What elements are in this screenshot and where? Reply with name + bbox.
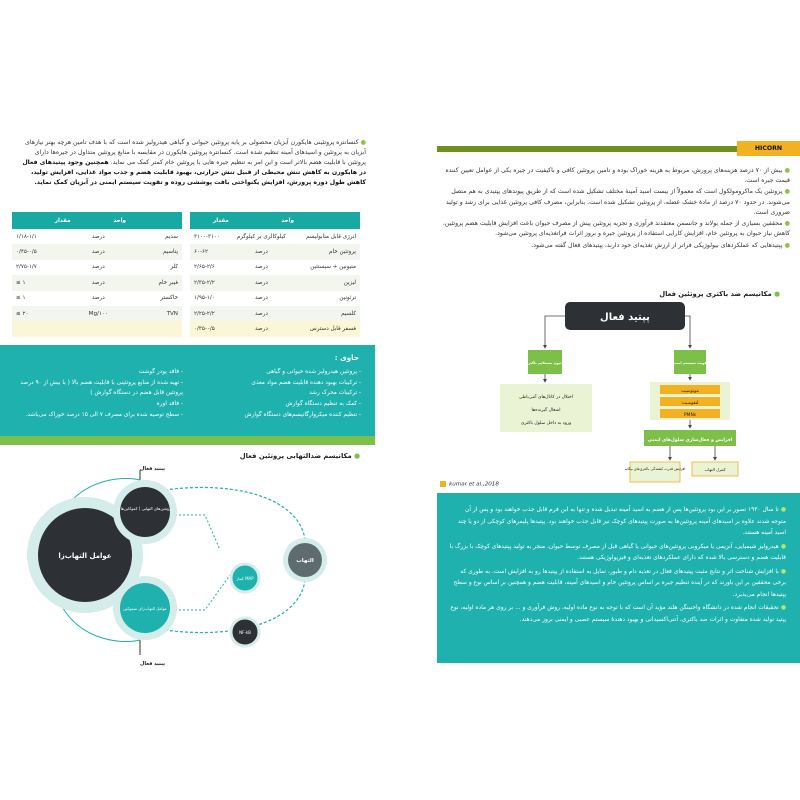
bullet-dot-icon: ● — [354, 452, 360, 460]
table-cell-name: TVN — [126, 306, 182, 321]
flow-right-list-item: PMNs — [683, 413, 697, 418]
table-cell-name: پتاسیم — [126, 244, 182, 259]
table-row — [12, 275, 182, 290]
table-cell-name: لیزین — [294, 275, 360, 290]
flow-arrow — [685, 316, 690, 348]
contains-box — [0, 345, 375, 445]
intro-paragraph: کنسانتره پروتئینی هایکورن آبزیان محصولی بر پایه پروتئین حیوانی و گیاهی هیدرولیز شده است که با هدف تامین هرچه بهتر نیازهای آبزیان به پروتئین و اسیدهای آمینه تنظیم شده است. کنسانتره پروتئین هایکورن در مقایسه با منابع پروتئین متداول در جیره‌ها دارای پروتئین با قابلیت هضم بالاتر است و این امر به تنظیم جیره هایی با پروتئین خام کمتر کمک می نماید. — [25, 139, 366, 166]
flow-left-list-item: اشغال گیرنده‌ها — [531, 408, 561, 413]
table-cell-name: فسفر قابل دسترس — [294, 321, 360, 336]
table-cell-unit: درصد — [71, 275, 126, 290]
flow-right-list-item: لنفوسیت — [681, 401, 699, 406]
table-cell-value: ۱ ≥ — [12, 275, 71, 290]
contains-list-item: - فاقد اوره — [156, 401, 183, 408]
table-cell-unit: درصد — [71, 244, 126, 259]
table-cell-name: کلسیم — [294, 306, 360, 321]
bullet-dot-icon: ● — [774, 290, 780, 298]
history-box — [437, 493, 800, 663]
table-cell-value: ۲/۲۵-۲/۲ — [190, 306, 229, 321]
table-cell-name: انرژی قابل متابولیسم — [294, 229, 360, 244]
table-cell-name: خاکستر — [126, 291, 182, 306]
contains-list-item: - ترکیبات محرک رشد — [309, 390, 361, 397]
table-cell-value: ۳۱۰۰-۳۱۰۰ — [190, 229, 229, 244]
table-row — [190, 260, 360, 275]
inflammation-label: التهاب — [296, 558, 314, 564]
connector-line — [175, 575, 230, 610]
table-cell-unit: درصد — [229, 321, 294, 336]
intro-paragraph-text: محققین بسیاری از جمله بولاند و جانسمن معتقدند فرآوری و تجزیه پروتئین پیش از مصرف حیوان باعث افزایش قابلیت هضم پروتئین، کاهش نیاز حیوان به پروتئین خام، افزایش کارایی استفاده از پروتئین جیره و بروز اثرات فراتغذیه‌ای پروتئین می‌شود. — [442, 220, 790, 238]
left-intro-text — [18, 138, 366, 188]
bullet-dot-icon: ● — [360, 139, 366, 146]
intro-paragraph — [442, 219, 790, 239]
connector-line — [165, 487, 305, 540]
flow-center-label: افزایش و فعال‌سازی سلول‌های ایمنی — [647, 438, 733, 443]
history-paragraph — [449, 542, 786, 565]
peptide-label-top: پپتید فعال — [140, 466, 165, 472]
flow-right-label: تقویت سیستم ایمنی — [671, 361, 709, 365]
intro-paragraph — [442, 166, 790, 186]
bullet-dot-icon: ● — [778, 507, 786, 513]
source-text: kumar et al.,2018 — [449, 481, 499, 488]
table-cell-unit: درصد — [71, 291, 126, 306]
mechanism-title-text: مکانیسم ضد باکتری پروتئین فعال — [659, 290, 772, 298]
peptide-label-bottom: پپتید فعال — [140, 661, 165, 667]
table-cell-name: متیونین + سیستئین — [294, 260, 360, 275]
table-header-name — [126, 212, 182, 229]
table-cell-name: پروتئین خام — [294, 244, 360, 259]
contains-list-item: - تهیه شده از منابع پروتئینی با قابلیت هضم بالا ( با بیش از ۹۰ درصد پروتئین قابل هضم در دستگاه گوارش ) — [20, 379, 183, 397]
composition-table-left — [12, 212, 182, 337]
table-header-value: مقدار — [12, 212, 71, 229]
intro-paragraph-text: بیش از ۷۰ درصد هزینه‌های پرورش، مربوط به هزینه خوراک بوده و تامین پروتئین کافی و باکیفیت در جیره یکی از عوامل تعیین کننده قیمت جیره است. — [445, 167, 790, 185]
history-paragraph-text: تحقیقات انجام شده در دانشگاه واخنینگن هلند مؤید آن است که با توجه به نوع ماده اولیه، روش فرآوری و ... بر روی هر ماده اولیه، نوع پپتید تولید شده متفاوت و اثرات ضد باکتری، آنتی‌اکسیدانی و بهبود دهندهٔ سیستم عصبی و ایمنی بروز می‌دهند. — [450, 605, 786, 623]
nfkb-label: NF-kB — [239, 630, 251, 635]
table-cell-value: ۱/۱۸-۱/۱ — [12, 229, 71, 244]
upper-circle-label: پروتئین‌های التهابی ( کموکاین‌ها ) — [117, 506, 173, 511]
intro-paragraph — [442, 241, 790, 251]
contains-list-item: - فاقد پودر گوشت — [138, 369, 183, 375]
contains-list-item: - پروتئین هیدرولیز شده حیوانی و گیاهی — [266, 369, 361, 375]
bullet-dot-icon: ● — [778, 605, 786, 612]
table-cell-name — [126, 321, 182, 336]
flow-left-list-item: ورود به داخل سلول باکتری — [520, 421, 572, 426]
contains-left-column — [8, 367, 183, 421]
table-row — [190, 275, 360, 290]
map-kinase-label: کیناز MAP — [236, 576, 254, 581]
connector-line — [175, 515, 220, 550]
table-cell-unit: کیلوکالری بر کیلوگرم — [229, 229, 294, 244]
history-paragraph-text: با افزایش شناخت اثر و نتایج مثبت پپتیدهای فعال در تغذیه دام و طیور، تمایل به استفاده از پپتیدها رو به افزایش است. به طوری که برخی محققین بر این باورند که در آینده تنظیم جیره بر اساس پروتئین خام و اسیدهای آمینه، قابلیت هضم و همچنین بر اساس نوع و سطح پپتیدها انجام می‌پذیرد. — [453, 568, 786, 598]
intro-paragraph-text: پپتیدهایی که عملکردهای بیولوژیکی فراتر از ارزش تغذیه‌ای خود دارند، پپتیدهای فعال گفته می‌شود. — [531, 241, 783, 249]
table-header-unit: واحد — [71, 212, 126, 229]
antibacterial-flowchart — [480, 300, 770, 485]
table-row — [190, 306, 360, 321]
table-cell-value: ۰/۴۵-۰/۵ — [12, 244, 71, 259]
table-row — [12, 244, 182, 259]
contains-list-item: - ترکیبات بهبود دهنده قابلیت هضم مواد مغذی — [251, 379, 361, 386]
table-cell-value: ۱/۹۵-۱/۰ — [190, 291, 229, 306]
contains-list-item: - کمک به تنظیم دستگاه گوارش — [285, 401, 361, 408]
right-header-bar — [437, 146, 800, 152]
table-cell-unit: درصد — [71, 229, 126, 244]
flow-right-list-item: مونوسیت — [681, 389, 699, 394]
intro-paragraph-text: پروتئین یک ماکرومولکول است که معمولاً از بیست اسید آمینهٔ مختلف تشکیل شده است که از طریق پیوندهای پپتیدی به هم متصل می‌شوند. در حدود ۷۰ درصد از مادهٔ خشک عضله، از پروتئین تشکیل شده است. بنابراین، مصرف کافی پروتئین غذایی برای رشد و تولید ضروری است. — [445, 188, 790, 216]
table-header-unit: واحد — [229, 212, 294, 229]
table-cell-unit: Mg/۱۰۰ — [71, 306, 126, 321]
main-circle-label: عوامل التهاب‌زا — [58, 552, 112, 560]
table-cell-value: ۱ ≥ — [12, 291, 71, 306]
history-paragraph-text: تا سال ۱۹۳۰ تصور بر این بود پروتئین‌ها پس از هضم به اسید آمینه تبدیل شده و تنها به این فرم قابل جذب خواهند بود و پس از آن متوجه شدند علاوه بر اسیدهای آمینه پروتئین‌ها به صورت پپتیدهای کوچک نیز قابل جذب خواهند بود. پپتیدها پلیمرهای کوچکی از دو یا چند اسید آمینه هستند. — [457, 507, 786, 537]
bullet-dot-icon: ● — [782, 188, 790, 196]
bullet-dot-icon: ● — [778, 543, 786, 550]
bullet-dot-icon: ● — [782, 220, 790, 228]
bullet-dot-icon: ● — [782, 167, 790, 174]
history-paragraph-text: هیدرولیز شیمیایی، آنزیمی یا میکروبی پروتئین‌های حیوانی یا گیاهی قبل از مصرف توسط حیوان، منجر به تولید پپتیدهای کوچک با بزرگ با قابلیت هضم و دسترسی بالا شده که دارای عملکردهای تغذیه‌ای و فیزیولوژیکی هستند. — [449, 543, 786, 562]
history-paragraph — [449, 505, 786, 540]
intro-paragraph — [442, 187, 790, 218]
table-cell-unit: درصد — [229, 291, 294, 306]
flow-out-right-label: کنترل التهاب — [704, 467, 726, 472]
table-row — [190, 229, 360, 244]
table-cell-value — [12, 321, 71, 336]
table-row — [190, 321, 360, 336]
table-cell-value: ۲۰ ≥ — [12, 306, 71, 321]
table-row — [12, 321, 182, 336]
table-cell-unit: درصد — [229, 260, 294, 275]
flow-left-label: کاتیون مستقیم باکتری — [524, 361, 566, 365]
table-row — [12, 291, 182, 306]
table-row — [190, 291, 360, 306]
table-cell-unit: درصد — [229, 244, 294, 259]
mechanism-title-text: مکانیسم ضدالتهابی پروتئین فعال — [239, 452, 352, 460]
table-cell-unit — [71, 321, 126, 336]
bullet-dot-icon: ● — [778, 568, 786, 575]
upper-circle — [117, 487, 173, 537]
table-cell-value: ۰/۳۵-۰/۵ — [190, 321, 229, 336]
contains-list-item: - سطح توصیه شده برای مصرف ۷ الی ۱۵ درصد خوراک می‌باشد. — [25, 411, 183, 418]
table-cell-value: ۲/۳۵-۲/۲ — [190, 275, 229, 290]
right-intro-text — [442, 166, 790, 252]
green-accent-bar — [0, 436, 375, 445]
table-row — [12, 306, 182, 321]
table-cell-name: ترئونین — [294, 291, 360, 306]
table-row — [12, 260, 182, 275]
table-cell-value: ۲/۶۵-۲/۶ — [190, 260, 229, 275]
table-cell-unit: درصد — [229, 306, 294, 321]
table-cell-name: کلر — [126, 260, 182, 275]
table-cell-name: فیبر خام — [126, 275, 182, 290]
contains-heading: حاوی : — [334, 353, 359, 362]
mechanism-title-left — [240, 452, 360, 460]
table-row — [12, 229, 182, 244]
source-citation — [440, 481, 499, 488]
table-header-value: مقدار — [190, 212, 229, 229]
contains-list-item: - تنظیم کننده میکروارگانیسم‌های دستگاه گوارش — [244, 411, 361, 418]
table-cell-value: ۶۰-۶۲ — [190, 244, 229, 259]
flow-top-label: پپتید فعال — [600, 312, 650, 323]
flow-out-left-label: افزایش قدرت کشندگی باکتری‌های بیگانه — [624, 467, 686, 471]
flow-left-list-item: اختلال در کانال‌های آنتی‌باطی — [518, 395, 574, 400]
history-paragraph — [449, 567, 786, 602]
table-cell-unit: درصد — [71, 260, 126, 275]
flow-arrow — [545, 316, 565, 348]
table-cell-name: سدیم — [126, 229, 182, 244]
history-paragraph — [449, 603, 786, 626]
lower-circle-label: عوامل التهاب‌زای سیتوکین — [123, 606, 167, 611]
table-header-name — [294, 212, 360, 229]
table-row — [190, 244, 360, 259]
intro-paragraph-bold: همچنین وجود پپتیدهای فعال در هایکورن به کاهش تنش محیطی از قبیل تنش حرارتی، بهبود قابلیت هضم و جذب مواد غذایی، افزایش تولید، کاهش طول دوره پرورش، افزایش یکنواختی بافت پوششی روده و تقویت سیستم ایمنی در آبزیان کمک نماید. — [22, 158, 366, 186]
table-cell-unit: درصد — [229, 275, 294, 290]
citation-marker-icon — [440, 481, 446, 487]
anti-inflammatory-diagram — [0, 460, 380, 670]
composition-table-right — [190, 212, 360, 337]
flow-out-left-box — [630, 462, 680, 482]
table-cell-value: ۲/۷۵-۱/۷ — [12, 260, 71, 275]
bullet-dot-icon: ● — [782, 241, 790, 249]
brand-logo: HICORN — [737, 141, 800, 156]
mechanism-title-right — [659, 290, 780, 298]
contains-right-column — [186, 367, 361, 421]
